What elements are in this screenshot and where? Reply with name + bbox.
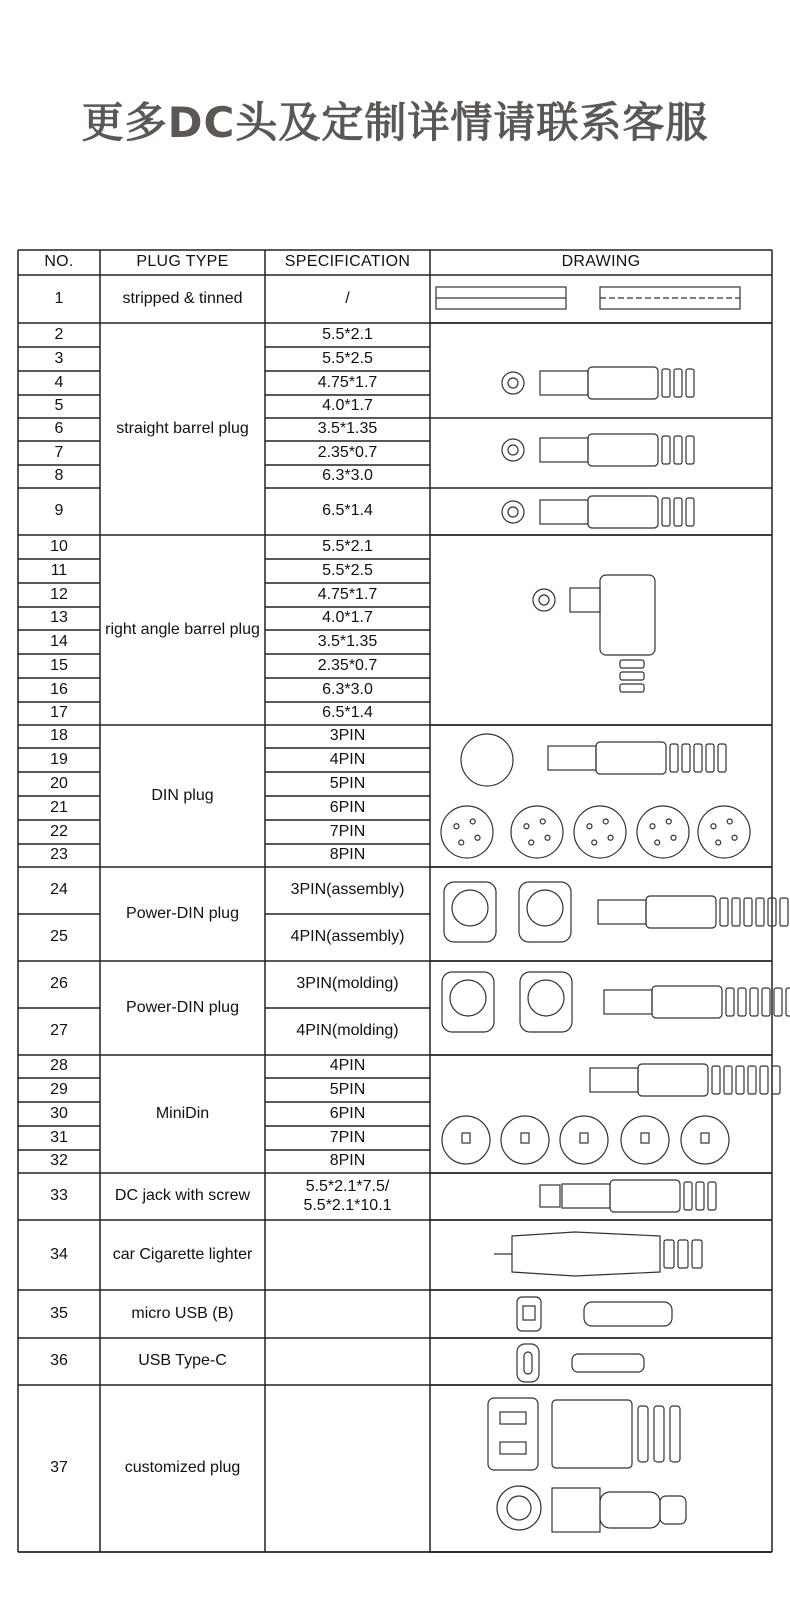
header-plug-type: PLUG TYPE [136, 253, 229, 271]
row-number: 1 [54, 289, 64, 307]
spec-line: 5.5*2.1*7.5/ [305, 1178, 390, 1196]
power-din-side-drawing [598, 900, 646, 924]
plug-type-cell: Power-DIN plug [126, 904, 239, 922]
spec-cell: 6PIN [329, 1104, 366, 1122]
spec-cell: 8PIN [329, 846, 366, 864]
din-pin [727, 819, 732, 824]
spec-cell: 2.35*0.7 [317, 656, 378, 674]
spec-cell: 3PIN [329, 727, 366, 745]
power-din-molded-side [786, 988, 790, 1016]
dc-jack-drawing [540, 1185, 560, 1207]
round-plug-side [552, 1488, 600, 1532]
row-number: 6 [54, 420, 64, 438]
round-plug-front [497, 1486, 541, 1530]
din-pin [650, 824, 655, 829]
custom-plug-side [552, 1400, 632, 1468]
spec-cell: 4PIN [329, 1057, 366, 1075]
power-din-front-drawing [452, 890, 488, 926]
minidin-key [580, 1133, 588, 1143]
din-pin [587, 824, 592, 829]
plug-type-cell: USB Type-C [138, 1352, 227, 1370]
custom-plug-front [500, 1412, 526, 1424]
din-front-drawing [637, 806, 689, 858]
micro-usb-side [584, 1302, 672, 1326]
right-angle-plug-drawing [539, 595, 549, 605]
spec-cell: 7PIN [329, 822, 366, 840]
spec-cell [265, 1173, 430, 1220]
round-plug-side [600, 1492, 660, 1528]
row-number: 17 [50, 704, 68, 722]
minidin-front-drawing [442, 1116, 490, 1164]
round-plug-front [507, 1496, 531, 1520]
minidin-front-drawing [621, 1116, 669, 1164]
barrel-plug-drawing [502, 501, 524, 523]
row-number: 10 [50, 537, 68, 555]
right-angle-plug-drawing [620, 672, 644, 680]
spec-cell: 5PIN [329, 1080, 366, 1098]
spec-cell: 7PIN [329, 1128, 366, 1146]
spec-cell: 3PIN(assembly) [290, 881, 405, 899]
spec-cell: 6.5*1.4 [322, 502, 373, 520]
dc-jack-drawing [610, 1180, 680, 1212]
row-number: 33 [50, 1187, 68, 1205]
row-number: 36 [50, 1352, 68, 1370]
barrel-plug-drawing [662, 369, 670, 397]
right-angle-plug-drawing [600, 575, 655, 655]
row-number: 16 [50, 680, 68, 698]
row-number: 21 [50, 798, 68, 816]
spec-cell: 5PIN [329, 774, 366, 792]
plug-type-cell: stripped & tinned [122, 289, 243, 307]
minidin-key [701, 1133, 709, 1143]
spec-cell: 3.5*1.35 [317, 420, 378, 438]
din-front-drawing [461, 734, 513, 786]
minidin-key [462, 1133, 470, 1143]
barrel-plug-drawing [674, 498, 682, 526]
row-number: 30 [50, 1104, 68, 1122]
din-pin [470, 819, 475, 824]
spec-cell: 6.5*1.4 [322, 704, 373, 722]
plug-type-cell: DC jack with screw [114, 1187, 251, 1205]
power-din-side-drawing [756, 898, 764, 926]
custom-plug-front [488, 1398, 538, 1470]
right-angle-plug-drawing [570, 588, 600, 612]
plug-type-cell: Power-DIN plug [126, 998, 239, 1016]
plug-type-cell: customized plug [124, 1459, 241, 1477]
din-pin [732, 835, 737, 840]
barrel-plug-drawing [674, 436, 682, 464]
page-title: 更多DC头及定制详情请联系客服 [81, 98, 709, 147]
barrel-plug-drawing [674, 369, 682, 397]
minidin-side-drawing [638, 1064, 708, 1096]
custom-plug-front [500, 1442, 526, 1454]
dc-jack-drawing [708, 1182, 716, 1210]
spec-cell: 5.5*2.5 [322, 349, 373, 367]
row-number: 14 [50, 632, 68, 650]
din-pin [603, 819, 608, 824]
row-number: 13 [50, 609, 68, 627]
power-din-molded-front [528, 980, 564, 1016]
spec-cell: 6.3*3.0 [322, 467, 373, 485]
row-number: 31 [50, 1128, 68, 1146]
barrel-plug-drawing [508, 378, 518, 388]
din-pin [716, 840, 721, 845]
din-pin [711, 824, 716, 829]
row-number: 27 [50, 1022, 68, 1040]
spec-cell: 4.0*1.7 [322, 609, 373, 627]
din-side-drawing [718, 744, 726, 772]
din-pin [545, 835, 550, 840]
spec-cell: 4PIN(assembly) [290, 928, 405, 946]
din-front-drawing [698, 806, 750, 858]
barrel-plug-drawing [502, 372, 524, 394]
barrel-plug-drawing [540, 500, 588, 524]
spec-cell: 5.5*2.5 [322, 561, 373, 579]
row-number: 32 [50, 1152, 68, 1170]
power-din-molded-side [762, 988, 770, 1016]
barrel-plug-drawing [662, 498, 670, 526]
minidin-side-drawing [712, 1066, 720, 1094]
spec-cell: 5.5*2.1 [322, 325, 373, 343]
row-number: 18 [50, 727, 68, 745]
row-number: 15 [50, 656, 68, 674]
spec-cell: 6.3*3.0 [322, 680, 373, 698]
barrel-plug-drawing [686, 369, 694, 397]
din-pin [524, 824, 529, 829]
power-din-front-drawing [527, 890, 563, 926]
minidin-front-drawing [560, 1116, 608, 1164]
custom-plug-side [670, 1406, 680, 1462]
plug-type-cell: straight barrel plug [116, 419, 249, 437]
power-din-molded-side [738, 988, 746, 1016]
minidin-side-drawing [736, 1066, 744, 1094]
barrel-plug-drawing [662, 436, 670, 464]
custom-plug-side [638, 1406, 648, 1462]
row-number: 37 [50, 1459, 68, 1477]
minidin-side-drawing [724, 1066, 732, 1094]
row-number: 34 [50, 1245, 68, 1263]
row-number: 7 [54, 443, 64, 461]
micro-usb-front [523, 1306, 535, 1320]
power-din-molded-side [604, 990, 652, 1014]
spec-cell: 4.75*1.7 [317, 373, 378, 391]
usb-c-side [572, 1354, 644, 1372]
plug-type-cell: DIN plug [151, 786, 214, 804]
din-pin [666, 819, 671, 824]
row-number: 29 [50, 1080, 68, 1098]
power-din-front-drawing [519, 882, 571, 942]
cigarette-plug-drawing [692, 1240, 702, 1268]
row-number: 3 [54, 349, 64, 367]
din-pin [540, 819, 545, 824]
minidin-key [521, 1133, 529, 1143]
usb-c-front [517, 1344, 539, 1382]
power-din-front-drawing [444, 882, 496, 942]
power-din-molded-side [652, 986, 722, 1018]
spec-cell: 6PIN [329, 798, 366, 816]
power-din-molded-front [450, 980, 486, 1016]
spec-cell: 3.5*1.35 [317, 632, 378, 650]
spec-cell: 3PIN(molding) [296, 975, 399, 993]
power-din-side-drawing [744, 898, 752, 926]
power-din-molded-side [726, 988, 734, 1016]
spec-cell: / [345, 289, 350, 307]
spec-cell: 4PIN(molding) [296, 1022, 399, 1040]
barrel-plug-drawing [686, 498, 694, 526]
power-din-molded-front [442, 972, 494, 1032]
minidin-key [641, 1133, 649, 1143]
power-din-molded-side [750, 988, 758, 1016]
minidin-side-drawing [590, 1068, 638, 1092]
cigarette-plug-drawing [678, 1240, 688, 1268]
din-pin [608, 835, 613, 840]
header-drawing: DRAWING [561, 253, 641, 271]
barrel-plug-drawing [508, 507, 518, 517]
barrel-plug-drawing [588, 434, 658, 466]
row-number: 11 [50, 561, 68, 579]
row-number: 19 [50, 750, 68, 768]
row-number: 9 [54, 502, 64, 520]
power-din-side-drawing [646, 896, 716, 928]
row-number: 12 [50, 585, 68, 603]
power-din-side-drawing [780, 898, 788, 926]
spec-cell: 4.0*1.7 [322, 397, 373, 415]
right-angle-plug-drawing [620, 660, 644, 668]
minidin-front-drawing [681, 1116, 729, 1164]
spec-cell: 8PIN [329, 1152, 366, 1170]
usb-c-front [524, 1352, 532, 1374]
dc-jack-drawing [696, 1182, 704, 1210]
custom-plug-side [654, 1406, 664, 1462]
barrel-plug-drawing [540, 438, 588, 462]
row-number: 2 [54, 325, 64, 343]
row-number: 35 [50, 1304, 68, 1322]
cigarette-plug-drawing [664, 1240, 674, 1268]
power-din-molded-side [774, 988, 782, 1016]
din-pin [655, 840, 660, 845]
spec-cell: 5.5*2.1 [322, 537, 373, 555]
din-pin [454, 824, 459, 829]
row-number: 28 [50, 1057, 68, 1075]
din-pin [475, 835, 480, 840]
dc-jack-drawing [684, 1182, 692, 1210]
din-pin [592, 840, 597, 845]
row-number: 23 [50, 846, 68, 864]
din-front-drawing [511, 806, 563, 858]
plug-type-cell: MiniDin [155, 1104, 210, 1122]
header-specification: SPECIFICATION [284, 253, 411, 271]
micro-usb-front [517, 1297, 541, 1331]
dc-jack-drawing [562, 1184, 610, 1208]
row-number: 20 [50, 774, 68, 792]
row-number: 22 [50, 822, 68, 840]
minidin-front-drawing [501, 1116, 549, 1164]
spec-cell: 4.75*1.7 [317, 585, 378, 603]
row-number: 8 [54, 467, 64, 485]
minidin-side-drawing [748, 1066, 756, 1094]
plug-type-cell: car Cigarette lighter [112, 1245, 253, 1263]
header-no: NO. [44, 253, 74, 271]
din-side-drawing [706, 744, 714, 772]
barrel-plug-drawing [508, 445, 518, 455]
din-pin [529, 840, 534, 845]
din-side-drawing [670, 744, 678, 772]
right-angle-plug-drawing [533, 589, 555, 611]
din-side-drawing [596, 742, 666, 774]
din-pin [671, 835, 676, 840]
din-front-drawing [574, 806, 626, 858]
din-side-drawing [694, 744, 702, 772]
barrel-plug-drawing [686, 436, 694, 464]
din-side-drawing [548, 746, 596, 770]
row-number: 5 [54, 397, 64, 415]
round-plug-side [660, 1496, 686, 1524]
minidin-side-drawing [772, 1066, 780, 1094]
row-number: 25 [50, 928, 68, 946]
row-number: 24 [50, 881, 68, 899]
right-angle-plug-drawing [620, 684, 644, 692]
power-din-side-drawing [720, 898, 728, 926]
cigarette-plug-drawing [512, 1232, 660, 1276]
barrel-plug-drawing [540, 371, 588, 395]
barrel-plug-drawing [588, 496, 658, 528]
barrel-plug-drawing [502, 439, 524, 461]
row-number: 4 [54, 373, 64, 391]
power-din-side-drawing [732, 898, 740, 926]
spec-line: 5.5*2.1*10.1 [303, 1196, 392, 1214]
din-front-drawing [441, 806, 493, 858]
din-pin [459, 840, 464, 845]
spec-cell: 4PIN [329, 750, 366, 768]
plug-type-cell: right angle barrel plug [105, 620, 260, 638]
power-din-molded-front [520, 972, 572, 1032]
minidin-side-drawing [760, 1066, 768, 1094]
row-number: 26 [50, 975, 68, 993]
barrel-plug-drawing [588, 367, 658, 399]
plug-type-cell: micro USB (B) [131, 1304, 234, 1322]
din-side-drawing [682, 744, 690, 772]
spec-cell: 2.35*0.7 [317, 443, 378, 461]
